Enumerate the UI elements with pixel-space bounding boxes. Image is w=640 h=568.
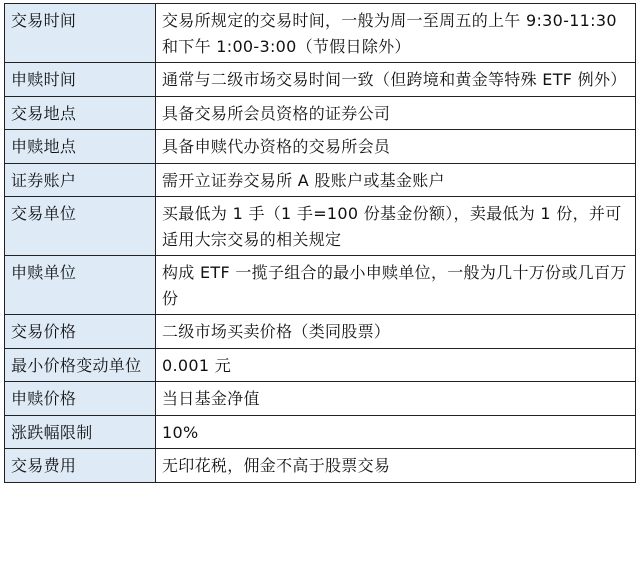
row-label: 交易价格 (5, 315, 156, 349)
row-value: 0.001 元 (156, 348, 636, 382)
row-label: 交易费用 (5, 449, 156, 483)
table-row (5, 4, 636, 63)
row-label: 申赎价格 (5, 382, 156, 416)
row-value: 具备交易所会员资格的证券公司 (156, 96, 636, 130)
row-value: 通常与二级市场交易时间一致（但跨境和黄金等特殊 ETF 例外） (156, 63, 636, 97)
row-label: 最小价格变动单位 (5, 348, 156, 382)
row-value: 构成 ETF 一揽子组合的最小申赎单位，一般为几十万份或几百万份 (156, 256, 636, 315)
table-row (5, 315, 636, 349)
row-label: 交易单位 (5, 197, 156, 256)
table-row (5, 256, 636, 315)
table-row (5, 348, 636, 382)
table-row (5, 382, 636, 416)
row-label: 证券账户 (5, 163, 156, 197)
row-value: 买最低为 1 手（1 手=100 份基金份额），卖最低为 1 份，并可适用大宗交易的相关规定 (156, 197, 636, 256)
row-value: 10% (156, 415, 636, 449)
row-label: 申赎时间 (5, 63, 156, 97)
row-label: 申赎单位 (5, 256, 156, 315)
row-value: 需开立证券交易所 A 股账户或基金账户 (156, 163, 636, 197)
row-label: 涨跌幅限制 (5, 415, 156, 449)
table-row (5, 197, 636, 256)
row-label: 交易地点 (5, 96, 156, 130)
table-row (5, 130, 636, 164)
etf-trading-rules-table (4, 3, 636, 483)
row-value: 具备申赎代办资格的交易所会员 (156, 130, 636, 164)
row-value: 交易所规定的交易时间，一般为周一至周五的上午 9:30-11:30 和下午 1:00-3:00（节假日除外） (156, 4, 636, 63)
row-label: 申赎地点 (5, 130, 156, 164)
table-row (5, 449, 636, 483)
row-label: 交易时间 (5, 4, 156, 63)
row-value: 二级市场买卖价格（类同股票） (156, 315, 636, 349)
row-value: 无印花税，佣金不高于股票交易 (156, 449, 636, 483)
table-row (5, 415, 636, 449)
table-row (5, 96, 636, 130)
row-value: 当日基金净值 (156, 382, 636, 416)
table-row (5, 63, 636, 97)
table-row (5, 163, 636, 197)
